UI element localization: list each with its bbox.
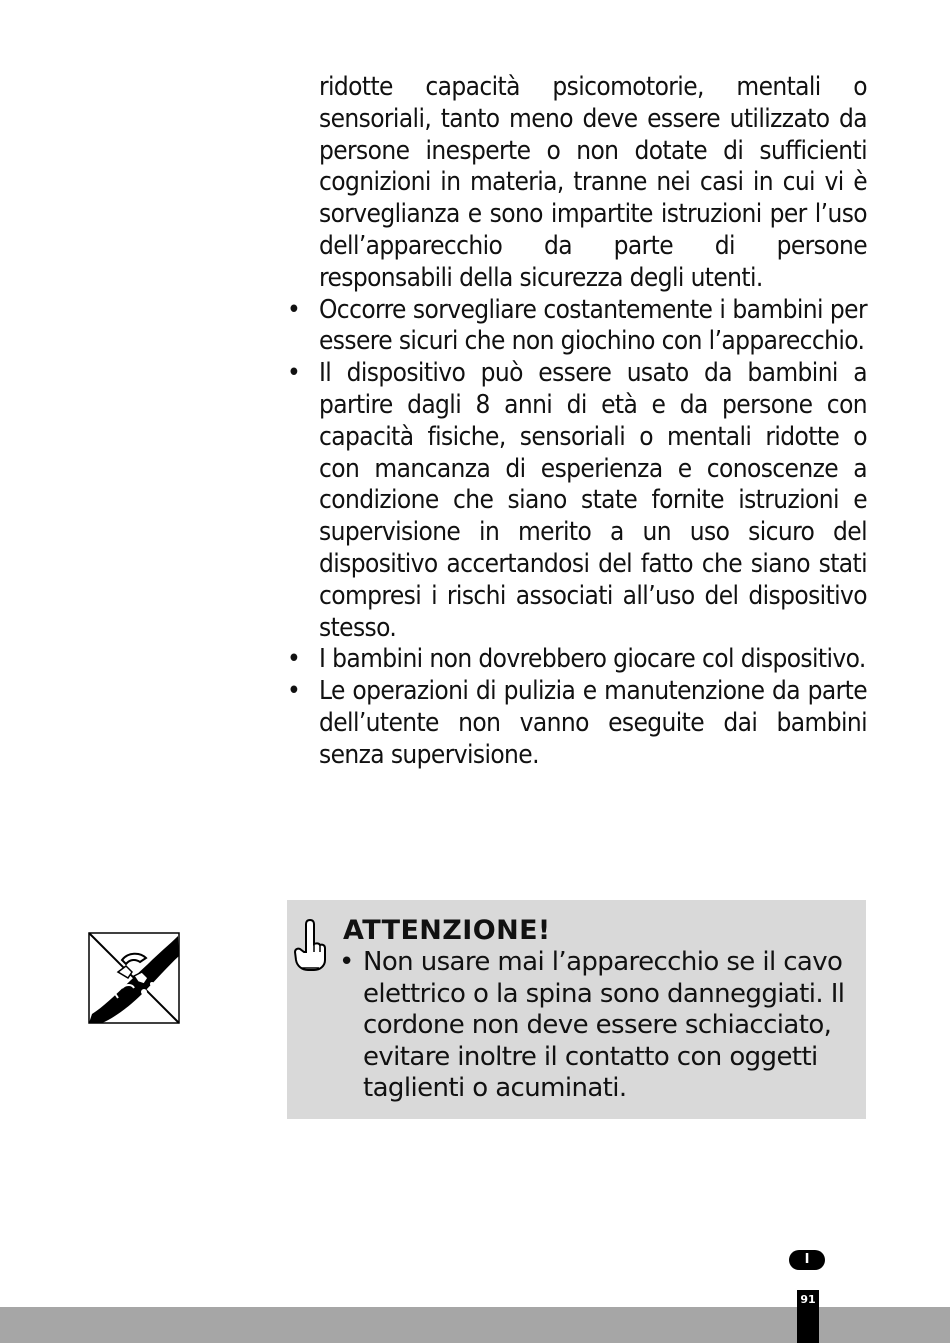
warning-item [337, 947, 857, 1105]
list-item [287, 644, 867, 676]
main-text [287, 72, 867, 772]
list-item-text: I bambini non dovrebbero giocare col dispositivo. [319, 644, 866, 675]
list-item [287, 358, 867, 644]
list-item-text: Le operazioni di pulizia e manutenzione da parte dell’utente non vanno eseguite dai bambini senza supervisione. [319, 676, 867, 770]
pointing-hand-icon [293, 916, 327, 974]
bullet: • [287, 644, 301, 675]
warning-list [337, 947, 857, 1105]
warning-item-text: Non usare mai l’apparecchio se il cavo elettrico o la spina sono danneggiati. Il cordone non deve essere schiacciato, evitare inoltre il contatto con oggetti taglienti o acuminati. [363, 947, 845, 1103]
bullet: • [287, 358, 301, 389]
language-badge: I [789, 1250, 825, 1270]
list-item-text: Il dispositivo può essere usato da bambini a partire dagli 8 anni di età e da persone con capacità fisiche, sensoriali o mentali ridotte o con mancanza di esperienza e conoscenze a condizione che siano state fornite istruzioni e supervisione in merito a un uso sicuro del dispositivo accertandosi del fatto che siano stati compresi i rischi associati all’uso del dispositivo stesso. [319, 358, 867, 643]
bullet: • [339, 947, 354, 977]
paragraph-text: ridotte capacità psicomotorie, mentali o sensoriali, tanto meno deve essere utilizzato da persone inesperte o non dotate di sufficienti cognizioni in materia, tranne nei casi in cui vi è sorveglianza e sono impartite istruzioni per l’uso dell’apparecchio da parte di persone responsabili della sicurezza degli utenti. [319, 72, 867, 293]
list-item-text: Occorre sorvegliare costantemente i bambini per essere sicuri che non giochino con l’apparecchio. [319, 294, 867, 357]
damaged-cable-prohibited-icon [88, 932, 180, 1024]
list-item [287, 676, 867, 771]
warning-title: ATTENZIONE! [343, 915, 551, 946]
page-number: 91 [800, 1293, 816, 1306]
bullet: • [287, 676, 301, 707]
list-item [287, 295, 867, 359]
paragraph-continuation [287, 72, 867, 295]
bullet: • [287, 294, 301, 325]
warning-box [287, 900, 866, 1119]
